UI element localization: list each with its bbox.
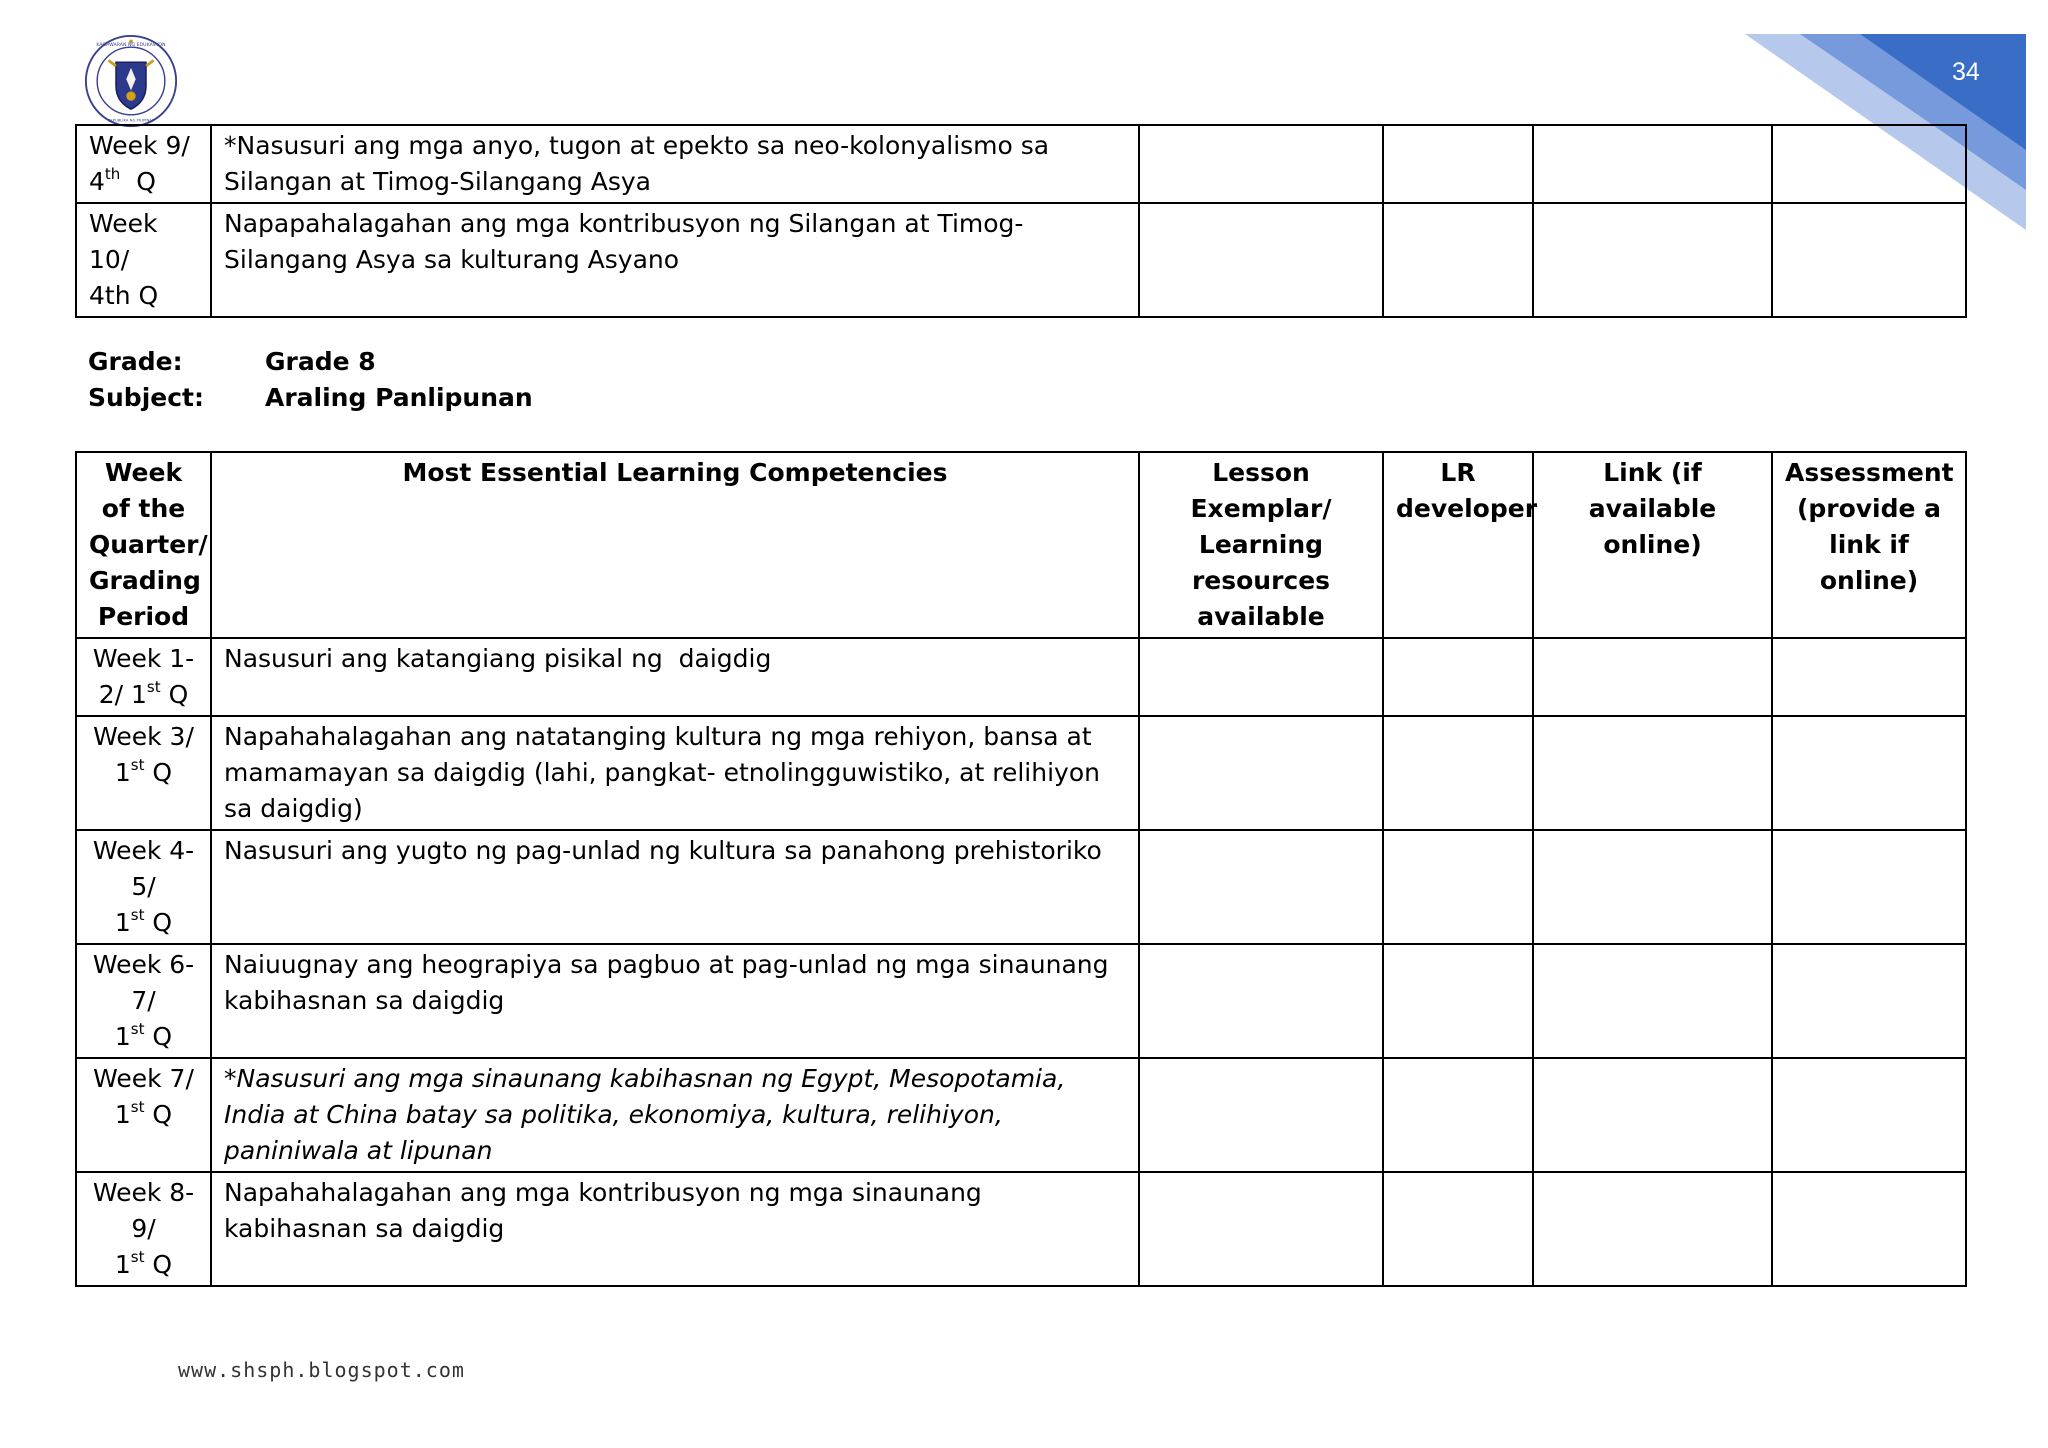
assessment-cell [1772,1172,1966,1286]
week-cell: Week 9/ 4th Q [76,125,211,203]
lesson-cell [1139,638,1383,716]
link-cell [1533,830,1772,944]
lr-cell [1383,1058,1533,1172]
grade-value: Grade 8 [265,347,376,376]
week-cell: Week 7/ 1st Q [76,1058,211,1172]
link-cell [1533,944,1772,1058]
lesson-cell [1139,203,1383,317]
link-cell [1533,1058,1772,1172]
week-cell: Week 1- 2/ 1st Q [76,638,211,716]
competency-cell: Nasusuri ang katangiang pisikal ng daigdig [211,638,1139,716]
competency-cell: Napapahalagahan ang mga kontribusyon ng Silangan at Timog-Silangang Asya sa kulturang Asyano [211,203,1139,317]
table-row [76,1058,1966,1172]
header-week: Week of the Quarter/ Grading Period [76,452,211,638]
lesson-cell [1139,944,1383,1058]
subject-label: Subject: [88,383,204,412]
lr-cell [1383,638,1533,716]
lesson-cell [1139,125,1383,203]
week-cell: Week 10/ 4th Q [76,203,211,317]
week-cell: Week 8- 9/ 1st Q [76,1172,211,1286]
seal-text-top: KAGAWARAN NG EDUKASYON [96,43,166,49]
lr-cell [1383,830,1533,944]
lesson-cell [1139,1172,1383,1286]
assessment-cell [1772,716,1966,830]
grade-label: Grade: [88,347,183,376]
lesson-cell [1139,830,1383,944]
subject-value: Araling Panlipunan [265,383,533,412]
lr-cell [1383,944,1533,1058]
seal-text-bottom: REPUBLIKA NG PILIPINAS [107,118,155,123]
assessment-cell [1772,638,1966,716]
header-link: Link (if available online) [1533,452,1772,638]
assessment-cell [1772,125,1966,203]
link-cell [1533,203,1772,317]
competency-cell: Nasusuri ang yugto ng pag-unlad ng kultura sa panahong prehistoriko [211,830,1139,944]
header-melc: Most Essential Learning Competencies [211,452,1139,638]
melc-table [75,451,1967,1287]
table-row [76,125,1966,203]
competency-cell: Naiuugnay ang heograpiya sa pagbuo at pag-unlad ng mga sinaunang kabihasnan sa daigdig [211,944,1139,1058]
page-number: 34 [1952,58,1980,86]
lr-cell [1383,203,1533,317]
previous-grade-table [75,124,1967,318]
lesson-cell [1139,716,1383,830]
table-row [76,716,1966,830]
competency-cell: *Nasusuri ang mga sinaunang kabihasnan ng Egypt, Mesopotamia, India at China batay sa politika, ekonomiya, kultura, relihiyon, paniniwala at lipunan [211,1058,1139,1172]
week-cell: Week 3/ 1st Q [76,716,211,830]
header-lesson: Lesson Exemplar/ Learning resources available [1139,452,1383,638]
competency-cell: Napahahalagahan ang natatanging kultura ng mga rehiyon, bansa at mamamayan sa daigdig (lahi, pangkat- etnolingguwistiko, at relihiyon sa daigdig) [211,716,1139,830]
table-row [76,1172,1966,1286]
link-cell [1533,638,1772,716]
link-cell [1533,125,1772,203]
header-assessment: Assessment (provide a link if online) [1772,452,1966,638]
assessment-cell [1772,830,1966,944]
assessment-cell [1772,944,1966,1058]
table-row [76,944,1966,1058]
grade-subject-info [88,344,533,416]
lr-cell [1383,1172,1533,1286]
lr-cell [1383,716,1533,830]
header-row [76,452,1966,638]
competency-cell: Napahahalagahan ang mga kontribusyon ng mga sinaunang kabihasnan sa daigdig [211,1172,1139,1286]
link-cell [1533,716,1772,830]
competency-cell: *Nasusuri ang mga anyo, tugon at epekto sa neo-kolonyalismo sa Silangan at Timog-Silangang Asya [211,125,1139,203]
footer-url: www.shsph.blogspot.com [178,1358,465,1382]
week-cell: Week 6- 7/ 1st Q [76,944,211,1058]
week-cell: Week 4- 5/ 1st Q [76,830,211,944]
assessment-cell [1772,203,1966,317]
header-lr: LR developer [1383,452,1533,638]
table-row [76,830,1966,944]
deped-seal-icon [84,34,178,128]
link-cell [1533,1172,1772,1286]
assessment-cell [1772,1058,1966,1172]
lesson-cell [1139,1058,1383,1172]
table-row [76,638,1966,716]
table-row [76,203,1966,317]
lr-cell [1383,125,1533,203]
